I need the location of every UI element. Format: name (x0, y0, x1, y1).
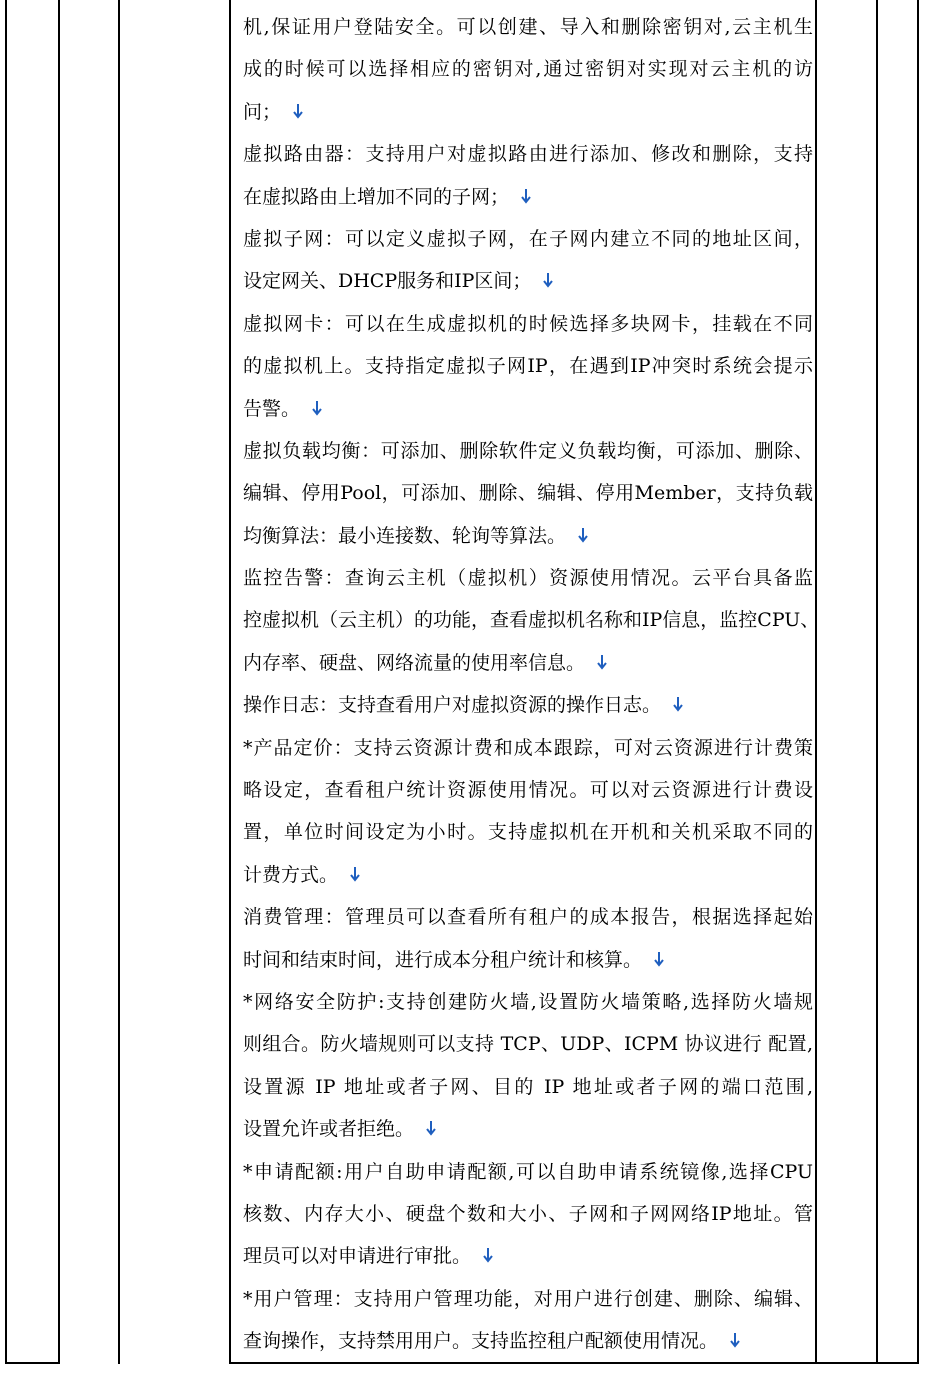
text-line-content: 在虚拟路由上增加不同的子网； (243, 185, 510, 208)
text-line-content: 设置源 IP 地址或者子网、目的 IP 地址或者子网的端口范围, (243, 1075, 813, 1098)
text-line-content: 内存率、硬盘、网络流量的使用率信息。 (243, 651, 586, 674)
column-divider-1 (58, 0, 60, 1364)
text-line (243, 1108, 813, 1150)
paragraph-return-arrow-icon (671, 695, 685, 713)
text-line-content: 虚拟子网：可以定义虚拟子网，在子网内建立不同的地址区间， (243, 227, 813, 250)
text-line-content: 的虚拟机上。支持指定虚拟子网IP，在遇到IP冲突时系统会提示 (243, 355, 813, 378)
paragraph-virtual-nic (243, 303, 813, 430)
text-line (243, 1320, 813, 1362)
text-line-content: 理员可以对申请进行审批。 (243, 1245, 472, 1268)
paragraph-return-arrow-icon (291, 102, 305, 120)
text-line-content: 虚拟路由器：支持用户对虚拟路由进行添加、修改和删除，支持 (243, 143, 813, 166)
text-line-content: 设置允许或者拒绝。 (243, 1118, 415, 1141)
text-line (243, 981, 813, 1023)
paragraph-user-management (243, 1278, 813, 1363)
paragraph-return-arrow-icon (728, 1331, 742, 1349)
text-line (243, 345, 813, 387)
paragraph-return-arrow-icon (595, 653, 609, 671)
paragraph-virtual-router (243, 133, 813, 218)
text-line (243, 1235, 813, 1277)
text-line (243, 811, 813, 853)
text-line (243, 1023, 813, 1065)
text-line (243, 1278, 813, 1320)
paragraph-pricing (243, 727, 813, 897)
text-line-content: *申请配额:用户自助申请配额,可以自助申请系统镜像,选择CPU (243, 1160, 813, 1183)
text-line-content: 设定网关、DHCP服务和IP区间； (243, 270, 532, 293)
paragraph-operation-log (243, 684, 813, 726)
text-line-content: 均衡算法：最小连接数、轮询等算法。 (243, 524, 567, 547)
text-line (243, 472, 813, 514)
text-line-content: 时间和结束时间，进行成本分租户统计和核算。 (243, 948, 643, 971)
text-line (243, 1193, 813, 1235)
requirements-text-cell (243, 6, 820, 1363)
paragraph-return-arrow-icon (519, 187, 533, 205)
text-line (243, 430, 813, 472)
text-line-content: *网络安全防护:支持创建防火墙,设置防火墙策略,选择防火墙规 (243, 990, 813, 1013)
text-line (243, 557, 813, 599)
text-line (243, 684, 813, 726)
column-divider-2 (118, 0, 120, 1364)
text-line-content: *产品定价：支持云资源计费和成本跟踪，可对云资源进行计费策 (243, 736, 813, 759)
text-line-content: 告警。 (243, 397, 301, 420)
text-line-content: 编辑、停用Pool，可添加、删除、编辑、停用Member，支持负载 (243, 482, 813, 505)
paragraph-return-arrow-icon (348, 865, 362, 883)
text-line (243, 854, 813, 896)
text-line (243, 1151, 813, 1193)
table-left-border (5, 0, 7, 1364)
paragraph-quota-request (243, 1151, 813, 1278)
text-line-content: 控虚拟机（云主机）的功能，查看虚拟机名称和IP信息，监控CPU、 (243, 609, 820, 632)
paragraph-virtual-subnet (243, 218, 813, 303)
text-line-content: 监控告警：查询云主机（虚拟机）资源使用情况。云平台具备监 (243, 567, 813, 590)
text-line (243, 388, 813, 430)
text-line-content: 消费管理：管理员可以查看所有租户的成本报告，根据选择起始 (243, 906, 813, 929)
text-line-content: 则组合。防火墙规则可以支持 TCP、UDP、ICPM 协议进行 配置, (243, 1033, 813, 1056)
table-right-border (917, 0, 919, 1364)
text-line (243, 48, 813, 90)
text-line (243, 218, 813, 260)
text-line-content: 虚拟网卡：可以在生成虚拟机的时候选择多块网卡，挂载在不同 (243, 312, 813, 335)
paragraph-return-arrow-icon (652, 950, 666, 968)
text-line (243, 260, 813, 302)
paragraph-network-security (243, 981, 813, 1151)
text-line-content: 操作日志：支持查看用户对虚拟资源的操作日志。 (243, 694, 662, 717)
text-line (243, 176, 813, 218)
text-line-content: 计费方式。 (243, 863, 339, 886)
text-line (243, 133, 813, 175)
text-line-content: 查询操作，支持禁用用户。支持监控租户配额使用情况。 (243, 1330, 719, 1353)
paragraph-load-balancing (243, 430, 813, 557)
text-line (243, 727, 813, 769)
text-line-content: 虚拟负载均衡：可添加、删除软件定义负载均衡，可添加、删除、 (243, 439, 813, 462)
text-line-content: 核数、内存大小、硬盘个数和大小、子网和子网网络IP地址。管 (243, 1202, 813, 1225)
text-line-content: *用户管理：支持用户管理功能，对用户进行创建、删除、编辑、 (243, 1287, 813, 1310)
paragraph-consumption (243, 896, 813, 981)
text-line-content: 略设定，查看租户统计资源使用情况。可以对云资源进行计费设 (243, 779, 813, 802)
text-line (243, 642, 813, 684)
text-line (243, 599, 820, 641)
text-line (243, 939, 813, 981)
paragraph-login-security (243, 6, 813, 133)
paragraph-monitoring (243, 557, 820, 684)
column-divider-4 (815, 0, 817, 1364)
text-line (243, 1066, 813, 1108)
paragraph-return-arrow-icon (541, 271, 555, 289)
paragraph-return-arrow-icon (424, 1119, 438, 1137)
row-bottom-border-left (5, 1362, 60, 1364)
text-line-content: 问； (243, 100, 282, 123)
text-line (243, 896, 813, 938)
text-line (243, 303, 813, 345)
text-line-content: 机,保证用户登陆安全。可以创建、导入和删除密钥对,云主机生 (243, 16, 813, 38)
text-line (243, 515, 813, 557)
paragraph-return-arrow-icon (310, 399, 324, 417)
text-line-content: 置，单位时间设定为小时。支持虚拟机在开机和关机采取不同的 (243, 821, 813, 844)
text-line (243, 91, 813, 133)
paragraph-return-arrow-icon (481, 1246, 495, 1264)
paragraph-return-arrow-icon (576, 526, 590, 544)
text-line-content: 成的时候可以选择相应的密钥对,通过密钥对实现对云主机的访 (243, 58, 813, 81)
column-divider-3 (229, 0, 231, 1364)
column-divider-5 (876, 0, 878, 1364)
text-line (243, 6, 813, 48)
text-line (243, 769, 813, 811)
